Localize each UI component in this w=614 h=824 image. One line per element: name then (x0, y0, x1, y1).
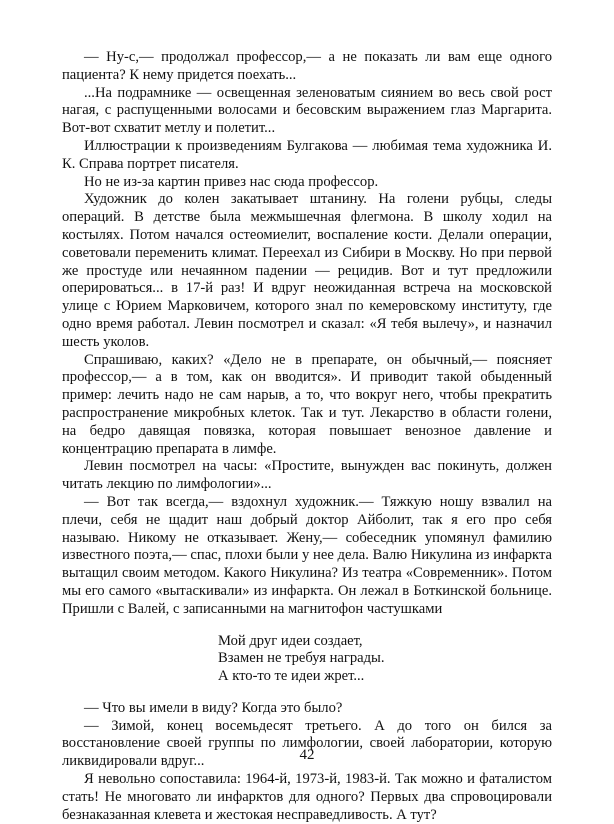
page-number: 42 (299, 747, 315, 763)
paragraph: Левин посмотрел на часы: «Простите, вынужден вас покинуть, должен читать лекцию по лимфологии»... (62, 458, 552, 493)
paragraph: Я невольно сопоставила: 1964-й, 1973-й, 1983-й. Так можно и фаталистом стать! Не многовато ли инфарктов для одного? Первых два спровоцировали безнаказанная клевета и жестокая несправедливость. А тут? (62, 771, 552, 823)
poem-line: Мой друг идеи создает, (218, 632, 363, 649)
paragraph: ...На подрамнике — освещенная зеленоватым сиянием во весь свой рост нагая, с распущенными волосами и бесовским выражением глаз Маргарита. Вот-вот схватит метлу и полетит... (62, 84, 552, 137)
text-block-top (62, 49, 552, 619)
poem-line: А кто-то те идеи жрет... (218, 668, 365, 685)
paragraph: Художник до колен закатывает штанину. На голени рубцы, следы операций. В детстве была межмышечная флегмона. В школу ходил на костылях. Потом начался остеомиелит, воспаление кости. Делали операции, советовали переменить климат. Переехал из Сибири в Москву. Но при первой же простуде или нечаянном падении — рецидив. Вот и тут предложили оперироваться... в 17-й раз! И вдруг неожиданная встреча на московской улице с Юрием Марковичем, которого знал по кемеровскому институту, где одно время работал. Левин посмотрел и сказал: «Я тебя вылечу», и назначил шесть уколов. (62, 191, 552, 350)
paragraph: — Что вы имели в виду? Когда это было? (84, 699, 343, 716)
paragraph: — Зимой, конец восемьдесят третьего. А до того он бился за восстановление своей группы по лимфологии, своей лаборатории, которую ликвидировали вдруг... (62, 717, 552, 770)
paragraph: Но не из-за картин привез нас сюда профессор. (84, 173, 379, 190)
book-page (62, 49, 552, 824)
paragraph: Иллюстрации к произведениям Булгакова — любимая тема художника И. К. Справа портрет писателя. (62, 137, 552, 172)
poem-block (218, 633, 552, 686)
poem-line: Взамен не требуя награды. (218, 650, 385, 667)
paragraph: — Вот так всегда,— вздохнул художник.— Тяжкую ношу взвалил на плечи, себя не щадит наш добрый доктор Айболит, так я его про себя называю. Никому не отказывает. Жену,— собеседник упомянул фамилию известного поэта,— спас, плохи были у нее дела. Валю Никулина из инфаркта вытащил своим методом. Какого Никулина? Из театра «Современник». Потом мы его самого «вытаскивали» из инфаркта. Он лежал в Боткинской больнице. Пришли с Валей, с записанными на магнитофон частушками (62, 493, 552, 617)
paragraph: — Ну-с,— продолжал профессор,— а не показать ли вам еще одного пациента? К нему придется поехать... (62, 49, 552, 83)
paragraph: Спрашиваю, каких? «Дело не в препарате, он обычный,— поясняет профессор,— а в том, как он вводится». И приводит такой обыденный пример: лечить надо не сам нарыв, а то, что вокруг него, чтобы прекратить распространение микробных клеток. Так и тут. Лекарство в области голени, на бедро давящая повязка, которая повышает венозное давление и концентрацию препарата в лимфе. (62, 351, 552, 457)
